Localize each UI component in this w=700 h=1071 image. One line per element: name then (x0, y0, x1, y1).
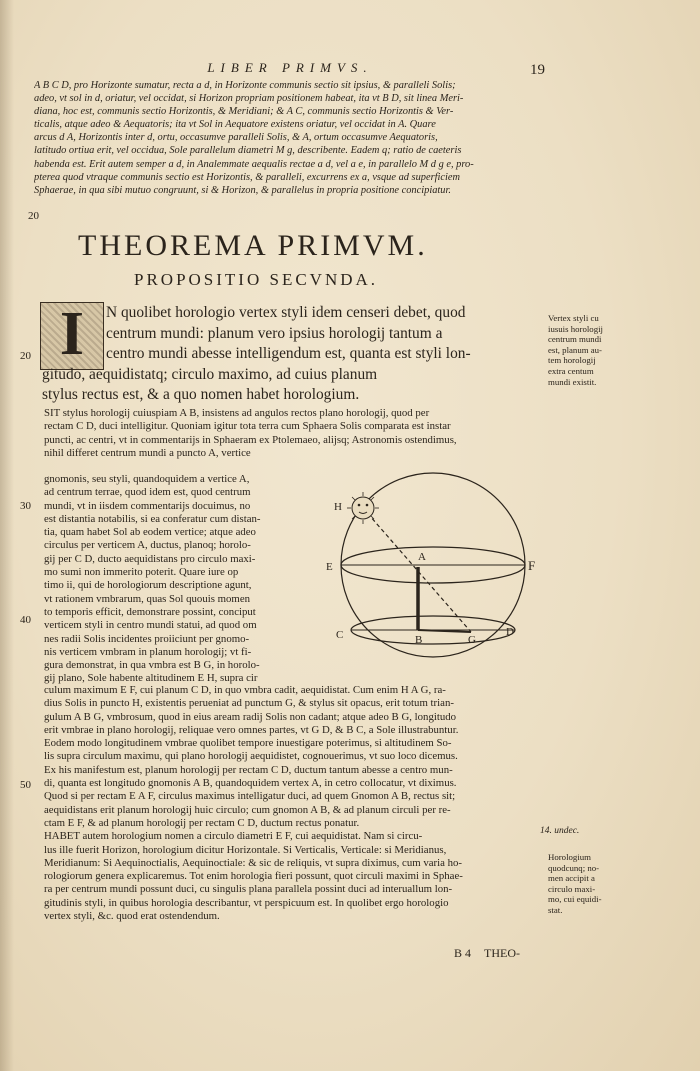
margin-note-line: stat. (548, 904, 563, 915)
theorem-title: THEOREMA PRIMVM. (78, 229, 428, 262)
body-line: ctam E F, & ad planum horologij per rectam C D, ductum rectus ponatur. (44, 816, 360, 829)
body-line: mo sumi non immerito poterit. Quare iure op (44, 566, 239, 579)
body-line: gulum A B G, vmbrosum, quod in eius aream radij Solis non cadant; atque adeo B G, longitudo (44, 710, 457, 723)
body-line: aequidistans erit planum horologij huic circulo; cum gnomon A B, & ad planum circuli per re- (44, 803, 451, 816)
body-line: culum maximum E F, cui planum C D, in quo vmbra cadit, aequidistat. Cum enim H A G, ra- (44, 684, 446, 696)
body-line: gnomonis, seu styli, quandoquidem a vertice A, (44, 473, 250, 485)
body-paragraph-bottom (44, 684, 538, 923)
body-line: gij per C D, ducto aequidistans pro circulo maxi- (44, 552, 256, 565)
initial-letter: I (59, 300, 85, 368)
statement-line: centrum mundi: planum vero ipsius horologij tantum a (106, 324, 443, 342)
statement-line: N quolibet horologio vertex styli idem censeri debet, quod (106, 304, 466, 321)
body-line: di, quanta est longitudo gnomonis A B, quandoquidem vertex A, in cetro collocatur, vt diximus. (44, 777, 457, 790)
body-line: vertex styli, &c. quod erat ostendendum. (44, 910, 220, 923)
label-a: A (418, 551, 426, 563)
line-number-50: 50 (20, 779, 31, 791)
body-line: verticem styli in centro mundi statui, ad quod om (44, 619, 257, 632)
body-line: nihil differet centrum mundi a puncto A, vertice (44, 446, 251, 459)
body-line: rectam C D, duci intelligitur. Quoniam igitur tota terra cum Sphaera Solis comparata est instar (44, 420, 451, 433)
margin-note-line: circulo maxi- (548, 883, 596, 894)
label-d: D (506, 626, 514, 638)
body-line: HABET autem horologium nomen a circulo diametri E F, cui aequidistat. Nam si circu- (44, 830, 423, 843)
intro-line: ticalis, atque adeo & Aequatoris; ita vt Sol in Aequatore existens oriatur, vel occidat in A. Quare (34, 119, 436, 131)
line-number-20: 20 (20, 350, 31, 362)
label-e: E (326, 561, 333, 573)
label-g: G (468, 634, 476, 646)
body-line: Quod si per rectam E A F, circulus maximus intelligatur duci, ad quem Gnomon A B, rectus sit; (44, 790, 456, 803)
label-b: B (415, 634, 423, 646)
intro-line: Sphaerae, in qua sibi mutuo congruunt, si & Horizon, & parallelus in propria positione concipiatur. (34, 184, 451, 196)
margin-note-vertex (548, 313, 638, 387)
label-f: F (528, 558, 536, 573)
margin-note-line: centrum mundi (548, 334, 602, 345)
intro-line: A B C D, pro Horizonte sumatur, recta a d, in Horizonte communis sectio sit ipsius, & paralleli Solis; (34, 80, 456, 91)
signature-mark: B 4 (454, 946, 472, 960)
body-line: dius Solis in puncto H, existentis perueniat ad punctum G, & stylus sit opacus, erit totum trian- (44, 697, 454, 710)
margin-note-line: est, planum au- (548, 344, 602, 355)
line-number-40: 40 (20, 614, 31, 626)
sun-icon (347, 492, 379, 524)
gnomon-diagram (318, 470, 548, 685)
body-line: gura demonstrat, in qua vmbra est B G, in horolo- (44, 659, 260, 672)
margin-note-line: mo, cui equidi- (548, 894, 602, 905)
body-line: lus ille fuerit Horizon, horologium dicitur Horizontale. Si Verticalis, Verticale: si Meridianus, (44, 843, 447, 856)
statement-line: gitudo, aequidistatq; circulo maximo, ad cuius planum (42, 365, 378, 383)
body-line: Meridianum: Si Aequinoctialis, Aequinoctiale: & sic de reliquis, vt supra diximus, cum varia ho- (44, 856, 463, 869)
body-line: vt rationem vmbrarum, quas Sol quouis momen (44, 592, 251, 605)
intro-paragraph (34, 79, 541, 197)
margin-note-line: tem horologij (548, 355, 596, 366)
margin-note-line: men accipit a (548, 873, 595, 884)
intro-line: diana, hoc est, communis sectio Horizontis, & Meridiani; & A C, communis sectio Horizontis & Ver- (34, 106, 454, 118)
intro-line: pterea quod vtraque communis sectio est Horizontis, & paralleli, excurrens ex a, vsque ad superficiem (34, 171, 461, 183)
statement-line: stylus rectus est, & a quo nomen habet horologium. (42, 386, 360, 404)
intro-line: latitudo ortiua erit, vel occidua, Sole parallelum diametri M g, describente. Eadem q; ratio de caeteris (34, 145, 462, 157)
body-line: nes radii Solis incidentes proiiciunt per gnomo- (44, 632, 250, 645)
body-line: Eodem modo longitudinem vmbrae quolibet tempore inuestigare poterimus, si altitudinem So- (44, 737, 452, 750)
label-h: H (334, 501, 342, 513)
body-paragraph-beside-figure (44, 473, 324, 686)
margin-note-line: iusuis horologij (548, 323, 603, 334)
body-line: erit vmbrae in plano horologij, reliquae vero omnes partes, vt G D, & B C, a Sole illustrabuntur. (44, 723, 459, 736)
body-line: puncti, ac centri, vt in commentarijs in Sphaeram ex Ptolemaeo, alijsq; Astronomis ostendimus, (44, 433, 457, 446)
body-line: timo ii, qui de horologiorum descriptione agunt, (44, 579, 252, 592)
body-line: gij plano, Sole habente altitudinem E H, supra cir (44, 672, 258, 685)
proposition-statement (42, 303, 538, 406)
line-number-20: 20 (28, 210, 39, 222)
line-number-30: 30 (20, 500, 31, 512)
catchword: THEO- (484, 946, 520, 960)
intro-line: adeo, vt sol in d, oriatur, vel occidat, si Horizon propriam positionem habeat, ita vt B D, sit linea Meri- (34, 93, 464, 105)
margin-note-line: extra centum (548, 365, 594, 376)
body-line: mundi, vt in iisdem commentarijs docuimus, no (44, 499, 251, 512)
body-line: nis verticem vmbram in planum horologij; vt fi- (44, 645, 252, 658)
page-number: 19 (530, 62, 545, 78)
margin-note-line: Horologium (548, 852, 592, 862)
intro-line: habenda est. Erit autem semper a d, in Analemmate aequalis rectae a d, vel a e, in parallelo M d g e, pro- (34, 158, 474, 170)
margin-note-line: quodcunq; no- (548, 862, 600, 873)
body-line: ra per centrum mundi possunt duci, cu singulis plana parallela possint duci ad interuallum lon- (44, 883, 453, 896)
body-line: Ex his manifestum est, planum horologij per rectam C D, ductum tantum abesse a centro mun- (44, 763, 453, 776)
intro-line: arcus d A, Horizontis inter d, ortu, occasumve paralleli Solis, & A, ortum occasumve Aequatoris, (34, 132, 438, 144)
running-title: LIBER PRIMVS. (207, 60, 373, 75)
margin-note-horologium (548, 852, 638, 916)
decorated-initial (40, 302, 104, 370)
body-line: est distantia notabilis, si ea conferatur cum distan- (44, 512, 261, 525)
margin-note-line: mundi existit. (548, 376, 597, 387)
body-line: rologiorum genera explicaremus. Tot enim horologia fieri possunt, quot circuli maximi in Sphae- (44, 870, 463, 883)
body-paragraph-top (44, 407, 538, 460)
margin-note-line: 14. undec. (540, 826, 580, 836)
body-line: gitudinis styli, in quibus horologia describantur, vt perspicuum est. In quolibet ergo horologio (44, 896, 449, 909)
body-line: lis supra circulum maximu, qui plano horologij aequidistet, cognouerimus, vt suo loco dicemus. (44, 750, 458, 763)
body-line: circulus per verticem A, ductus, planoq; horolo- (44, 539, 251, 552)
body-line: to temporis efficit, demonstrare possint, conciput (44, 605, 256, 618)
proposition-subtitle: PROPOSITIO SECVNDA. (134, 270, 379, 289)
margin-note-reference (540, 826, 640, 837)
label-c: C (336, 629, 344, 641)
margin-note-line: Vertex styli cu (548, 313, 599, 323)
statement-line: centro mundi abesse intelligendum est, quanta est styli lon- (106, 345, 471, 363)
body-line: ad centrum terrae, quod idem est, quod centrum (44, 486, 251, 499)
body-line: SIT stylus horologij cuiuspiam A B, insistens ad angulos rectos plano horologij, quod per (44, 407, 430, 419)
body-line: tia, quam habet Sol ab eodem vertice; atque adeo (44, 526, 256, 539)
